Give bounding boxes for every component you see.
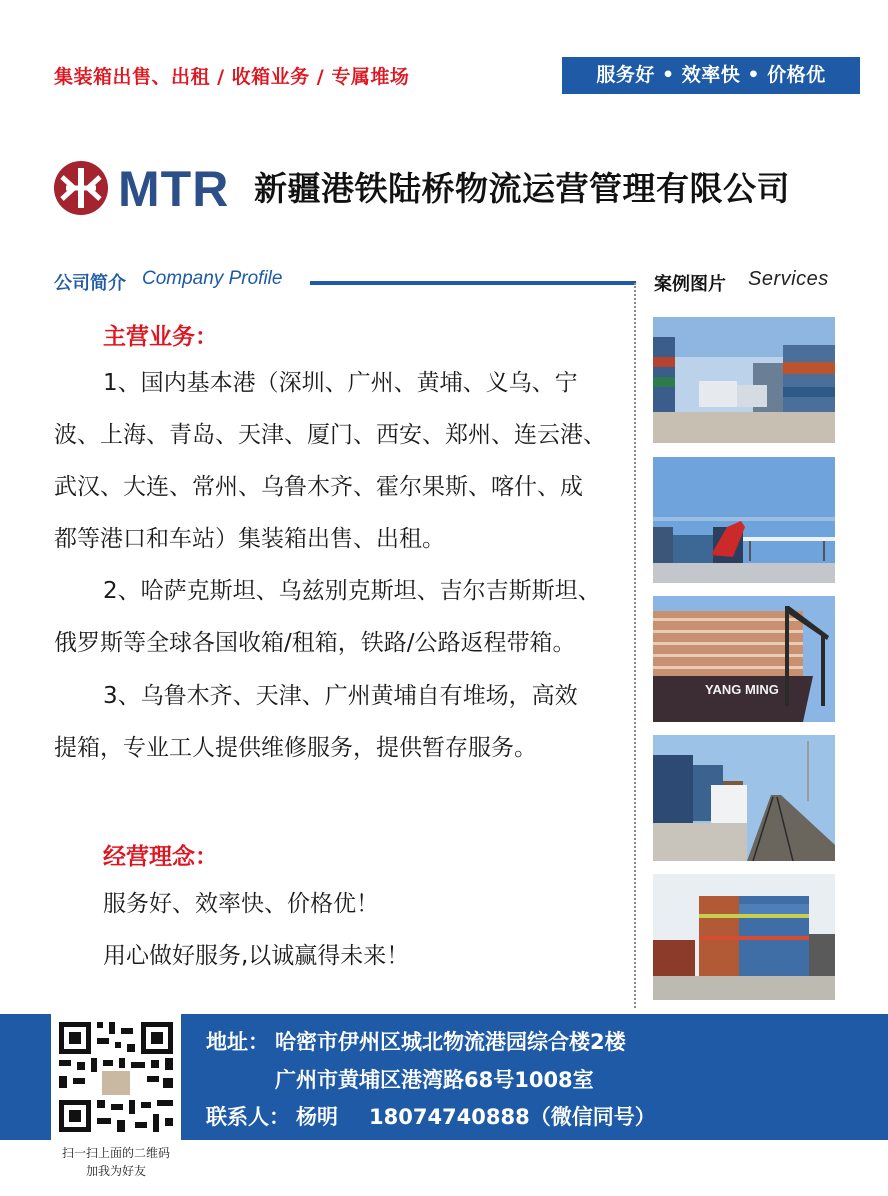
banner-services-text: 集装箱出售、出租 / 收箱业务 / 专属堆场 xyxy=(54,66,410,88)
address-line-1: 哈密市伊州区城北物流港园综合楼2楼 xyxy=(275,1030,626,1054)
qr-caption-1: 扫一扫上面的二维码 xyxy=(61,1146,170,1160)
business-line: 武汉、大连、常州、乌鲁木齐、霍尔果斯、喀什、成 xyxy=(54,474,583,500)
business-line: 波、上海、青岛、天津、厦门、西安、郑州、连云港、 xyxy=(54,422,606,448)
business-line: 提箱，专业工人提供维修服务，提供暂存服务。 xyxy=(54,735,537,761)
qr-caption-2: 加我为好友 xyxy=(85,1164,146,1178)
services-header-en: Services xyxy=(748,268,829,290)
qr-code-icon xyxy=(51,1014,181,1140)
container-yard-trucks-photo xyxy=(653,317,835,443)
address-label: 地址： xyxy=(206,1030,269,1054)
contact-name: 杨明 xyxy=(296,1105,338,1129)
business-line: 1、国内基本港（深圳、广州、黄埔、义乌、宁 xyxy=(103,370,578,396)
mtr-logo-text: MTR xyxy=(118,161,230,217)
contact-phone: 18074740888（微信同号） xyxy=(369,1105,656,1129)
business-line: 2、哈萨克斯坦、乌兹别克斯坦、吉尔吉斯斯坦、 xyxy=(103,578,601,604)
philosophy-line: 服务好、效率快、价格优！ xyxy=(103,891,379,917)
section-divider xyxy=(310,281,636,285)
address-line-2: 广州市黄埔区港湾路68号1008室 xyxy=(275,1068,594,1092)
contact-label: 联系人： xyxy=(206,1105,290,1129)
yang-ming-ship-photo xyxy=(653,596,835,722)
mtr-logo-icon xyxy=(53,160,109,216)
profile-header-en: Company Profile xyxy=(142,268,283,289)
column-divider xyxy=(634,283,636,1008)
business-line: 俄罗斯等全球各国收箱/租箱，铁路/公路返程带箱。 xyxy=(54,630,576,656)
philosophy-line: 用心做好服务,以诚赢得未来！ xyxy=(103,943,410,969)
company-name: 新疆港铁陆桥物流运营管理有限公司 xyxy=(254,169,790,208)
ship-name-text: YANG MING xyxy=(705,682,779,697)
services-header-cn: 案例图片 xyxy=(654,274,726,295)
business-line: 3、乌鲁木齐、天津、广州黄埔自有堆场，高效 xyxy=(103,683,578,709)
container-stack-photo xyxy=(653,874,835,1000)
banner-slogan: 服务好 • 效率快 • 价格优 xyxy=(562,57,860,94)
philosophy-heading: 经营理念： xyxy=(103,844,218,870)
reach-stacker-yard-photo xyxy=(653,457,835,583)
business-line: 都等港口和车站）集装箱出售、出租。 xyxy=(54,526,445,552)
business-heading: 主营业务： xyxy=(103,324,218,350)
rail-yard-truck-photo xyxy=(653,735,835,861)
profile-header-cn: 公司简介 xyxy=(54,273,126,294)
